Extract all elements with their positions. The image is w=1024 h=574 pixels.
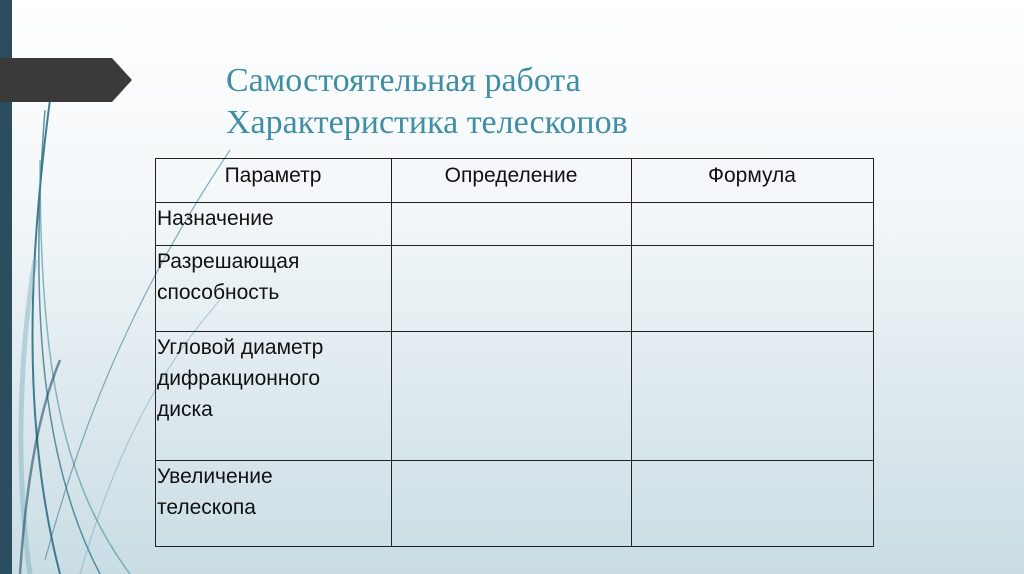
header-formula: Формула <box>632 159 874 203</box>
row-definition-cell <box>392 332 632 461</box>
header-parameter: Параметр <box>156 159 392 203</box>
telescope-parameters-table <box>155 158 874 547</box>
table-row <box>156 461 874 547</box>
row-definition-cell <box>392 203 632 246</box>
row-definition-cell <box>392 246 632 332</box>
row-definition-cell <box>392 461 632 547</box>
row-parameter-cell: Назначение <box>156 203 392 246</box>
row-formula-cell <box>632 461 874 547</box>
row-parameter-cell: Увеличение телескопа <box>156 461 392 547</box>
table-row <box>156 203 874 246</box>
table-header-row <box>156 159 874 203</box>
row-formula-cell <box>632 246 874 332</box>
table-row <box>156 332 874 461</box>
header-definition: Определение <box>392 159 632 203</box>
table-row <box>156 246 874 332</box>
row-parameter-cell: Угловой диаметр дифракционного диска <box>156 332 392 461</box>
title-line-1: Самостоятельная работа <box>226 62 581 99</box>
row-parameter-cell: Разрешающая способность <box>156 246 392 332</box>
arrow-tab-icon <box>0 58 132 102</box>
title-line-2: Характеристика телескопов <box>226 104 628 141</box>
row-formula-cell <box>632 203 874 246</box>
slide-title <box>226 60 926 144</box>
row-formula-cell <box>632 332 874 461</box>
